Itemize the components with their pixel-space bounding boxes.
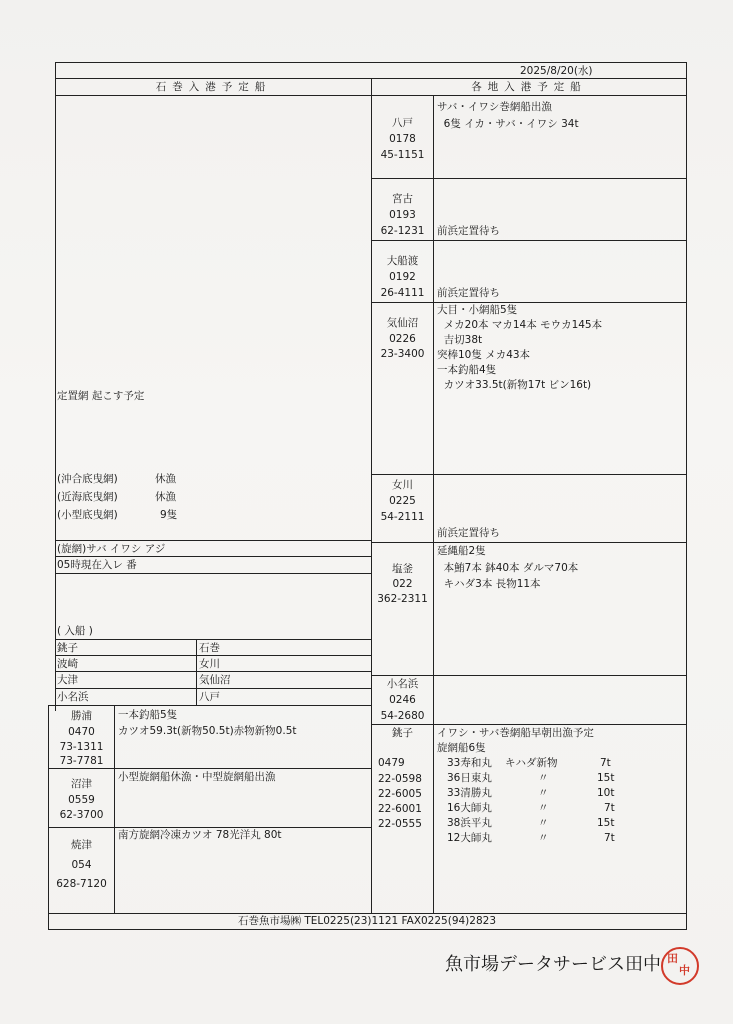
numazu-tel-1: 0559 <box>68 794 95 806</box>
port-grid-bottom <box>48 705 371 706</box>
choshi-boat-name-6: 12大師丸 <box>447 832 492 844</box>
shiogama-port: 塩釜 <box>392 563 413 575</box>
port-right-4: 八戸 <box>199 691 220 703</box>
sokobiki-name-1: (沖合底曳網) <box>57 473 118 485</box>
kesennuma-line-3: 吉切38t <box>437 334 483 346</box>
onagawa-line-1: 前浜定置待ち <box>437 527 500 539</box>
choshi-boat-amount-4: 7t <box>604 802 615 814</box>
miyako-tel-2: 62-1231 <box>380 225 425 237</box>
sokobiki-value-3: 9隻 <box>160 509 178 521</box>
rule-nyuuka-bottom <box>55 573 371 574</box>
frame-top <box>55 62 687 63</box>
katsuura-tel-3: 73-7781 <box>59 755 104 767</box>
ofunato-tel-1: 0192 <box>389 271 416 283</box>
onahama-tel-2: 54-2680 <box>380 710 425 722</box>
nyusen-label: ( 入船 ) <box>57 625 93 637</box>
hachinohe-line-1: サバ・イワシ巻網船出漁 <box>437 101 552 113</box>
kesennuma-tel-2: 23-3400 <box>380 348 425 360</box>
katsuura-tel-1: 0470 <box>68 726 95 738</box>
kesennuma-line-2: メカ20本 マカ14本 モウカ145本 <box>437 319 603 331</box>
stamp-char-1: 田 <box>667 952 678 965</box>
choshi-boat-catch-6: 〃 <box>538 832 549 844</box>
right-header: 各地入港予定船 <box>471 81 587 93</box>
choshi-line-2: 旋網船6隻 <box>437 742 486 754</box>
port-left-3: 大津 <box>57 674 78 686</box>
choshi-tel-3: 22-6005 <box>378 788 422 800</box>
sokobiki-name-2: (近海底曳網) <box>57 491 118 503</box>
choshi-boat-catch-2: 〃 <box>538 772 549 784</box>
choshi-boat-catch-4: 〃 <box>538 802 549 814</box>
left-header: 石巻入港予定船 <box>155 81 272 93</box>
footer-bottom-rule <box>48 929 687 930</box>
footer-right <box>686 913 687 930</box>
port-right-1: 石巻 <box>199 642 220 654</box>
hachinohe-tel-2: 45-1151 <box>380 149 425 161</box>
shiogama-line-1: 延縄船2隻 <box>437 545 486 557</box>
choshi-line-1: イワシ・サバ巻網船早朝出漁予定 <box>437 727 594 739</box>
choshi-boat-name-5: 38浜平丸 <box>447 817 492 829</box>
choshi-boat-name-4: 16大師丸 <box>447 802 492 814</box>
shiogama-line-2: 本鮪7本 鉢40本 ダルマ70本 <box>437 562 579 574</box>
onahama-tel-1: 0246 <box>389 694 416 706</box>
port-left-1: 銚子 <box>57 642 78 654</box>
yaizu-line-1: 南方旋網冷凍カツオ 78光洋丸 80t <box>118 829 282 841</box>
yaizu-port: 焼津 <box>71 839 92 851</box>
rule-ofunato-bottom <box>371 302 686 303</box>
port-left-4: 小名浜 <box>57 691 89 703</box>
rule-onahama-bottom <box>371 724 686 725</box>
rule-miyako-bottom <box>371 240 686 241</box>
choshi-boat-catch-3: 〃 <box>538 787 549 799</box>
choshi-boat-amount-1: 7t <box>600 757 611 769</box>
teichi-note: 定置網 起こす予定 <box>57 390 145 402</box>
rule-makiami-top <box>55 540 371 541</box>
choshi-boat-amount-3: 10t <box>597 787 615 799</box>
numazu-tel-2: 62-3700 <box>59 809 104 821</box>
katsuura-line-1: 一本釣船5隻 <box>118 709 178 721</box>
choshi-port: 銚子 <box>392 727 413 739</box>
hachinohe-port: 八戸 <box>392 117 413 129</box>
onagawa-tel-1: 0225 <box>389 495 416 507</box>
rule-onagawa-bottom <box>371 542 686 543</box>
stamp-char-2: 中 <box>679 964 690 977</box>
port-grid-rule-1 <box>55 655 371 656</box>
miyako-line-1: 前浜定置待ち <box>437 225 500 237</box>
numazu-line-1: 小型旋網船休漁・中型旋網船出漁 <box>118 771 276 783</box>
frame-left-upper <box>55 78 56 711</box>
shiogama-tel-1: 022 <box>392 578 413 590</box>
frame-top-left <box>55 62 56 78</box>
ofunato-line-1: 前浜定置待ち <box>437 287 500 299</box>
frame-right <box>686 62 687 914</box>
hachinohe-line-2: 6隻 イカ・サバ・イワシ 34t <box>437 118 579 130</box>
choshi-boat-name-3: 33清勝丸 <box>447 787 492 799</box>
bottom-left-divider <box>114 705 115 913</box>
kesennuma-line-6: カツオ33.5t(新物17t ビン16t) <box>437 379 592 391</box>
rule-makiami-bottom <box>55 556 371 557</box>
sokobiki-value-1: 休漁 <box>155 473 176 485</box>
nyuuka-line: 05時現在入レ 番 <box>57 559 137 571</box>
date: 2025/8/20(水) <box>520 65 593 77</box>
numazu-port: 沼津 <box>71 778 92 790</box>
rule-katsuura-bottom <box>48 768 371 769</box>
sokobiki-name-3: (小型底曳網) <box>57 509 118 521</box>
choshi-boat-catch-5: 〃 <box>538 817 549 829</box>
signature: 魚市場データサービス田中 <box>445 954 661 975</box>
rule-hachinohe-bottom <box>371 178 686 179</box>
yaizu-tel-2: 628-7120 <box>56 878 107 890</box>
ofunato-port: 大船渡 <box>386 255 419 267</box>
port-right-2: 女川 <box>199 658 220 670</box>
port-grid-rule-2 <box>55 671 371 672</box>
yaizu-tel-1: 054 <box>71 859 92 871</box>
katsuura-tel-2: 73-1311 <box>59 741 104 753</box>
choshi-tel-4: 22-6001 <box>378 803 422 815</box>
footer-contact: 石巻魚市場㈱ TEL0225(23)1121 FAX0225(94)2823 <box>237 915 497 927</box>
miyako-port: 宮古 <box>392 193 413 205</box>
miyako-tel-1: 0193 <box>389 209 416 221</box>
rule-kesennuma-bottom <box>371 474 686 475</box>
shiogama-line-3: キハダ3本 長物11本 <box>437 578 541 590</box>
choshi-boat-catch-1: キハダ新物 <box>505 757 558 769</box>
rule-shiogama-bottom <box>371 675 686 676</box>
choshi-tel-2: 22-0598 <box>378 773 422 785</box>
choshi-boat-name-1: 33寿和丸 <box>447 757 492 769</box>
choshi-tel-5: 22-0555 <box>378 818 422 830</box>
port-grid-rule-3 <box>55 688 371 689</box>
port-grid-divider <box>196 639 197 705</box>
right-divider <box>433 95 434 913</box>
onagawa-port: 女川 <box>392 479 413 491</box>
choshi-boat-amount-2: 15t <box>597 772 615 784</box>
kesennuma-line-1: 大目・小網船5隻 <box>437 304 518 316</box>
ofunato-tel-2: 26-4111 <box>380 287 425 299</box>
port-right-3: 気仙沼 <box>199 674 231 686</box>
choshi-boat-amount-5: 15t <box>597 817 615 829</box>
choshi-boat-name-2: 36日東丸 <box>447 772 492 784</box>
choshi-tel-1: 0479 <box>378 757 405 769</box>
shiogama-tel-2: 362-2311 <box>377 593 428 605</box>
onagawa-tel-2: 54-2111 <box>380 511 425 523</box>
choshi-boat-amount-6: 7t <box>604 832 615 844</box>
seal-stamp <box>661 947 699 985</box>
kesennuma-line-5: 一本釣船4隻 <box>437 364 497 376</box>
kesennuma-tel-1: 0226 <box>389 333 416 345</box>
makiami-line: (旋網)サバ イワシ アジ <box>57 543 166 555</box>
kesennuma-line-4: 突棒10隻 メカ43本 <box>437 349 531 361</box>
port-grid-top <box>55 639 371 640</box>
katsuura-line-2: カツオ59.3t(新物50.5t)赤物新物0.5t <box>118 725 297 737</box>
hachinohe-tel-1: 0178 <box>389 133 416 145</box>
sokobiki-value-2: 休漁 <box>155 491 176 503</box>
port-left-2: 波崎 <box>57 658 78 670</box>
katsuura-port: 勝浦 <box>71 710 92 722</box>
kesennuma-port: 気仙沼 <box>386 317 419 329</box>
onahama-port: 小名浜 <box>386 678 419 690</box>
